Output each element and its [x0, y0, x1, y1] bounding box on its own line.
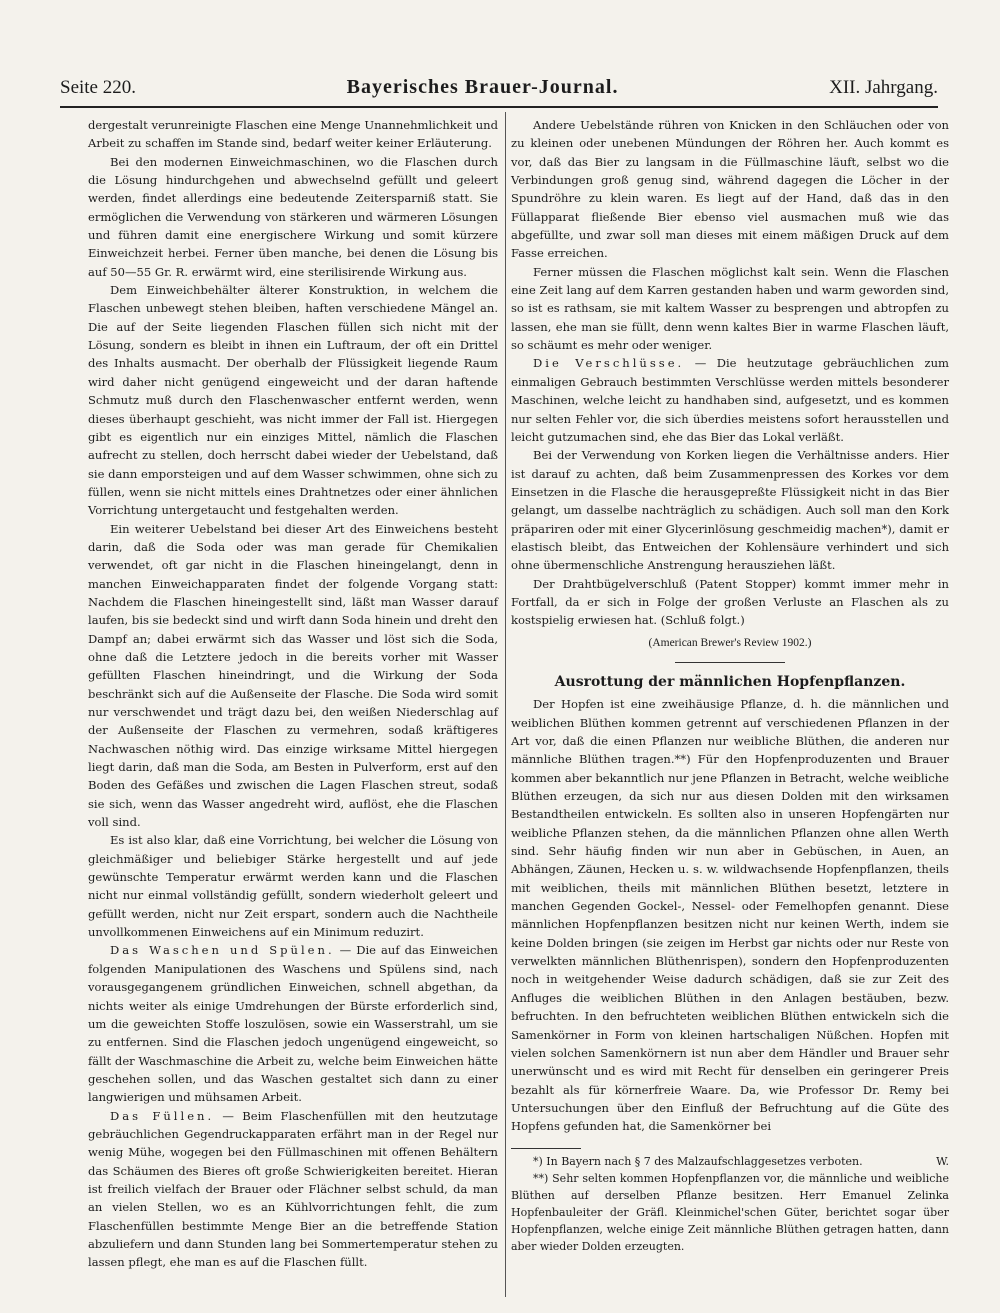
left-column: [88, 116, 498, 1272]
paragraph: Der Drahtbügelverschluß (Patent Stopper) kommt immer mehr in Fortfall, da er sich in Folge der großen Verluste an Flaschen als zu kostspielig erwiesen hat. (Schluß folgt.): [511, 576, 949, 628]
footnote-1-signature: W.: [936, 1154, 949, 1168]
volume-year: XII. Jahrgang.: [829, 77, 938, 98]
paragraph: dergestalt verunreinigte Flaschen eine Menge Unannehmlichkeit und Arbeit zu schaffen im Stande sind, bedarf weiter keiner Erläuterung.: [88, 118, 498, 151]
spaced-term: Das Füllen.: [110, 1108, 215, 1123]
footnotes: [511, 1153, 949, 1255]
paragraph-text: — Beim Flaschenfüllen mit den heutzutage gebräuchlichen Gegendruckapparaten erfährt man in der Regel nur wenig Mühe, wogegen bei den Füllmaschinen mit offenen Behältern das Schäumen des Bieres oft große Schwierigkeiten bereitet. Hieran ist freilich vielfach der Brauer oder Flächner selbst schuld, da man an vielen Stellen, wo es an Kühlvorrichtungen fehlt, die zum Flaschenfüllen bestimmte Menge Bier an die betreffende Station abzuliefern und dann Stunden lang bei Sommertemperatur stehen zu lassen pflegt, ehe man es auf die Flaschen füllt.: [88, 1108, 498, 1270]
right-column: [511, 116, 949, 1255]
footnote-1-text: *) In Bayern nach § 7 des Malzaufschlaggesetzes verboten.: [533, 1154, 863, 1168]
section-heading: Ausrottung der männlichen Hopfenpflanzen.: [554, 673, 906, 690]
spaced-term: Das Waschen und Spülen.: [110, 943, 335, 958]
footnote-2: **) Sehr selten kommen Hopfenpflanzen vor, die männliche und weibliche Blüthen auf derselben Pflanze besitzen. Herr Emanuel Zelinka Hopfenbauleiter der Gräfl. Kleinmichel'schen Güter, berichtet sogar über Hopfenpflanzen, welche einige Zeit männliche Blüthen getragen hatten, dann aber wieder Dolden erzeugten.: [511, 1171, 949, 1253]
journal-title: Bayerisches Brauer-Journal.: [346, 76, 619, 98]
source-citation: (American Brewer's Review 1902.): [648, 636, 812, 649]
paragraph-text: — Die auf das Einweichen folgenden Manipulationen des Waschens und Spülens sind, nach vorausgegangenem gründlichen Einweichen, schnell abgethan, da nichts weiter als einige Umdrehungen der Bürste erforderlich sind, um die geweichten Stoffe loszulösen, sowie ein Wasserstrahl, um sie zu entfernen. Sind die Flaschen jedoch ungenügend eingeweicht, so fällt der Waschmaschine die Arbeit zu, welche beim Einweichen hätte geschehen sollen, und das Waschen gestaltet sich dann zu einer langwierigen und mühsamen Arbeit.: [88, 943, 498, 1105]
paragraph: Es ist also klar, daß eine Vorrichtung, bei welcher die Lösung von gleichmäßiger und beliebiger Stärke hergestellt und auf jede gewünschte Temperatur erwärmt werden kann und die Flaschen nicht nur einmal vollständig gefüllt, sondern wiederholt geleert und gefüllt werden, nicht nur Zeit erspart, sondern auch die Nachtheile unvollkommenen Einweichens auf ein Minimum reduzirt.: [88, 833, 498, 940]
footnote-1: [511, 1153, 949, 1170]
paragraph: Dem Einweichbehälter älterer Konstruktion, in welchem die Flaschen unbewegt stehen bleiben, haften verschiedene Mängel an. Die auf der Seite liegenden Flaschen füllen sich nicht mit der Lösung, sondern es bleibt in ihnen ein Luftraum, der oft ein Drittel des Inhalts ausmacht. Der oberhalb der Flüssigkeit liegende Raum wird daher nicht genügend eingeweicht und der daran haftende Schmutz muß durch den Flaschenwascher entfernt werden, wenn dieses überhaupt geschieht, was nicht immer der Fall ist. Hiergegen gibt es eigentlich nur ein einziges Mittel, nämlich die Flaschen aufrecht zu stellen, doch herrscht dabei wieder der Uebelstand, daß sie dann emporsteigen und auf dem Wasser schwimmen, ohne sich zu füllen, wenn sie nicht mittels eines Drahtnetzes oder einer ähnlichen Vorrichtung untergetaucht und festgehalten werden.: [88, 283, 498, 518]
section-rule: [675, 662, 785, 663]
paragraph: Bei den modernen Einweichmaschinen, wo die Flaschen durch die Lösung hindurchgehen und abwechselnd gefüllt und geleert werden, findet allerdings eine bedeutende Zeitersparniß statt. Sie ermöglichen die Verwendung von stärkeren und wärmeren Lösungen und führen damit eine energischere Wirkung und somit kürzere Einweichzeit herbei. Ferner üben manche, bei denen die Lösung bis auf 50—55 Gr. R. erwärmt wird, eine sterilisirende Wirkung aus.: [88, 154, 498, 279]
paragraph: Ein weiterer Uebelstand bei dieser Art des Einweichens besteht darin, daß die Soda oder was man gerade für Chemikalien verwendet, oft gar nicht in die Flaschen hineingelangt, denn in manchen Einweichapparaten findet der folgende Vorgang statt: Nachdem die Flaschen hineingestellt sind, läßt man Wasser darauf laufen, bis sie bedeckt sind und wirft dann Soda hinein und dreht den Dampf an; dabei erwärmt sich das Wasser und löst sich die Soda, ohne daß die Letztere jedoch in die bereits vorher mit Wasser gefüllten Flaschen hineindringt, und die Wirkung der Soda beschränkt sich auf die Außenseite der Flasche. Die Soda wird somit nur verschwendet und trägt dazu bei, den weißen Niederschlag auf der Außenseite der Flaschen zu vermehren, sodaß kräftigeres Nachwaschen nöthig wird. Das einzige wirksame Mittel hiergegen liegt darin, daß man die Soda, am Besten in Pulverform, erst auf den Boden des Gefäßes und zwischen die Lagen Flaschen streut, sodaß sie sich, wenn das Wasser angedreht wird, auflöst, ehe die Flaschen voll sind.: [88, 521, 498, 830]
paragraph: Andere Uebelstände rühren von Knicken in den Schläuchen oder von zu kleinen oder unebenen Mündungen der Röhren her. Auch kommt es vor, daß das Bier zu langsam in die Füllmaschine läuft, selbst wo die Verbindungen groß genug sind, während dagegen die Löcher in der Spundröhre zu klein waren. Es liegt auf der Hand, daß das in den Füllapparat fließende Bier ebenso viel ausmachen muß wie das abgefüllte, und zwar soll man dieses mit einem mäßigen Druck auf dem Fasse erreichen.: [511, 118, 949, 261]
column-divider: [505, 112, 506, 1297]
paragraph-fuellen: [88, 1107, 498, 1272]
paragraph: Der Hopfen ist eine zweihäusige Pflanze, d. h. die männlichen und weiblichen Blüthen kommen getrennt auf verschiedenen Pflanzen in der Art vor, daß die einen Pflanzen nur weibliche Blüthen, die anderen nur männliche Blüthen tragen.**) Für den Hopfenproduzenten und Brauer kommen aber bekanntlich nur jene Pflanzen in Betracht, welche weibliche Blüthen erzeugen, da sich nur aus diesen Dolden mit den wirksamen Bestandtheilen entwickeln. Es sollten also in unseren Hopfengärten nur weibliche Pflanzen stehen, da die männlichen Pflanzen ohne allen Werth sind. Sehr häufig finden wir nun aber in Gebüschen, in Auen, an Abhängen, Zäunen, Hecken u. s. w. wildwachsende Hopfenpflanzen, theils mit weiblichen, theils mit männlichen Blüthen besetzt, letztere in manchen Gegenden Gockel-, Nessel- oder Femelhopfen genannt. Diese männlichen Hopfenpflanzen besitzen nicht nur keinen Werth, indem sie keine Dolden bringen (sie zeigen im Herbst gar nichts oder nur Reste von verwelkten männlichen Blüthenrispen), sondern den Hopfenproduzenten noch in weitgehender Weise dadurch schädigen, daß sie zur Zeit des Anfluges die weiblichen Blüthen in den Anlagen bestäuben, bezw. befruchten. In den befruchteten weiblichen Blüthen entwickeln sich die Samenkörner in Form von kleinen hartschaligen Nüßchen. Hopfen mit vielen solchen Samenkörnern ist nun aber dem Händler und Brauer sehr unerwünscht und es wird mit Recht für denselben ein geringerer Preis bezahlt als für körnerfreie Waare. Da, wie Professor Dr. Remy bei Untersuchungen über den Einfluß der Befruchtung auf die Güte des Hopfens gefunden hat, die Samenkörner bei: [511, 697, 949, 1134]
paragraph: Bei der Verwendung von Korken liegen die Verhältnisse anders. Hier ist darauf zu achten, daß beim Zusammenpressen des Korkes vor dem Einsetzen in die Flasche die herausgepreßte Flüssigkeit nicht in das Bier gelangt, um dasselbe nachträglich zu schädigen. Auch soll man den Kork präpariren oder mit einer Glycerinlösung geschmeidig machen*), damit er elastisch bleibt, das Entweichen der Kohlensäure verhindert und sich ohne übermenschliche Anstrengung herausziehen läßt.: [511, 448, 949, 573]
paragraph-text: — Die heutzutage gebräuchlichen zum einmaligen Gebrauch bestimmten Verschlüsse werden mittels besonderer Maschinen, welche leicht zu handhaben sind, aufgesetzt, und es kommen nur selten Fehler vor, die sich überdies meistens sofort herausstellen und leicht gutzumachen sind, ehe das Bier das Lokal verläßt.: [511, 356, 949, 444]
paragraph-waschen: [88, 941, 498, 1106]
page-header: [60, 76, 938, 102]
footnote-rule: [511, 1148, 581, 1149]
header-rule: [60, 106, 938, 108]
spaced-term: Die Verschlüsse.: [533, 356, 685, 371]
paragraph: Ferner müssen die Flaschen möglichst kalt sein. Wenn die Flaschen eine Zeit lang auf dem Karren gestanden haben und warm geworden sind, so ist es rathsam, sie mit kaltem Wasser zu besprengen und abtropfen zu lassen, ehe man sie füllt, denn wenn kaltes Bier in warme Flaschen läuft, so schäumt es mehr oder weniger.: [511, 264, 949, 353]
page-number: Seite 220.: [60, 77, 136, 98]
paragraph-verschluesse: [511, 354, 949, 446]
